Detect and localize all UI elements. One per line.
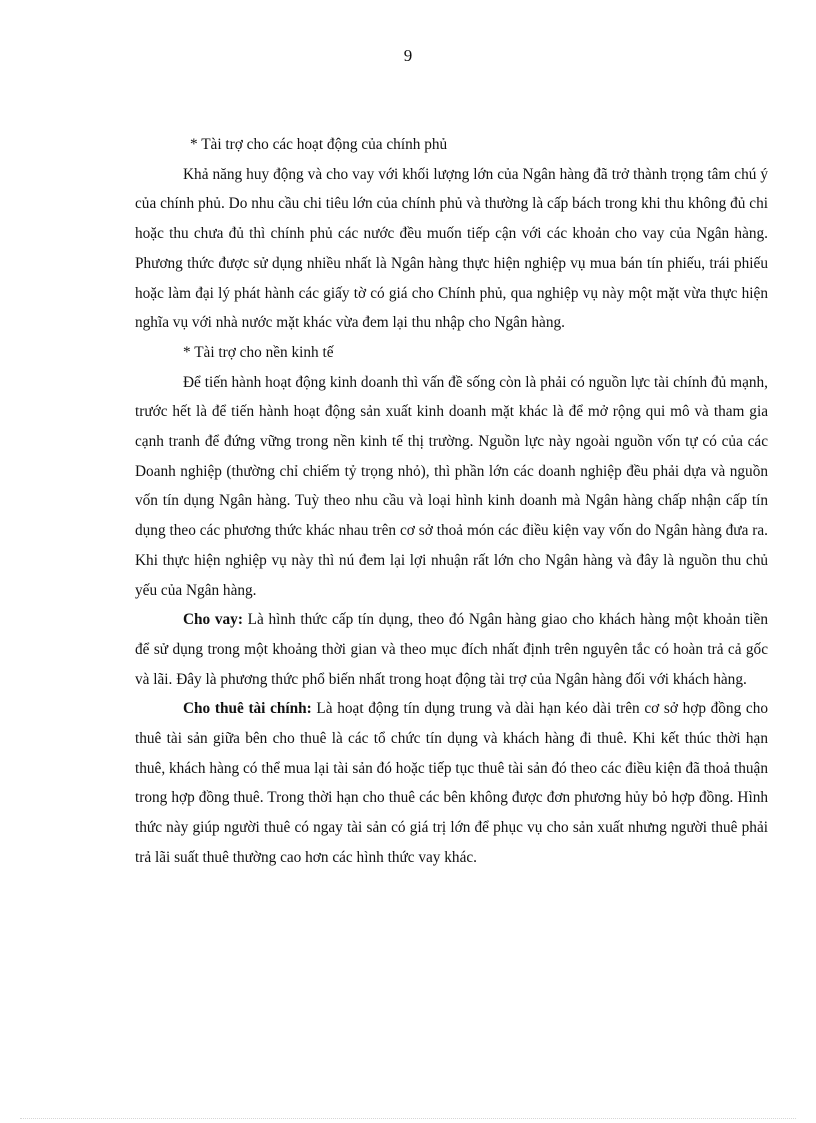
- section-heading-economy-financing: * Tài trợ cho nền kinh tế: [183, 343, 334, 361]
- financial-leasing-definition: Là hoạt động tín dụng trung và dài hạn kéo dài trên cơ sở hợp đồng cho thuê tài sản giữa bên cho thuê là các tổ chức tín dụng và khách hàng đi thuê. Khi kết thúc thời hạn thuê, khách hàng có thể mua lại tài sản đó hoặc tiếp tục thuê tài sản đó theo các điều kiện đã thoả thuận trong hợp đồng thuê. Trong thời hạn cho thuê các bên không được đơn phương hủy bỏ hợp đồng. Hình thức này giúp người thuê có ngay tài sản có giá trị lớn để phục vụ cho sản xuất nhưng người thuê phải trả lãi suất thuê thường cao hơn các hình thức vay khác.: [135, 700, 768, 866]
- term-financial-leasing: Cho thuê tài chính:: [183, 700, 312, 718]
- document-body: [135, 130, 768, 873]
- paragraph-financial-leasing: [135, 694, 768, 872]
- paragraph-loans: [135, 605, 768, 694]
- page-bottom-divider: [20, 1118, 796, 1119]
- term-loans: Cho vay:: [183, 611, 243, 629]
- page-number: 9: [403, 46, 413, 65]
- paragraph-economy-financing: Để tiến hành hoạt động kinh doanh thì vấn đề sống còn là phải có nguồn lực tài chính đủ mạnh, trước hết là để tiến hành hoạt động sản xuất kinh doanh mặt khác là để mở rộng qui mô và tham gia cạnh tranh để đứng vững trong nền kinh tế thị trường. Nguồn lực này ngoài nguồn vốn tự có của các Doanh nghiệp (thường chỉ chiếm tỷ trọng nhỏ), thì phần lớn các doanh nghiệp đều phải dựa và nguồn vốn tín dụng Ngân hàng. Tuỳ theo nhu cầu và loại hình kinh doanh mà Ngân hàng chấp nhận cấp tín dụng theo các phương thức khác nhau trên cơ sở thoả món các điều kiện vay vốn do Ngân hàng đưa ra. Khi thực hiện nghiệp vụ này thì nú đem lại lợi nhuận rất lớn cho Ngân hàng và đây là nguồn thu chủ yếu của Ngân hàng.: [135, 373, 768, 599]
- paragraph-government-financing: Khả năng huy động và cho vay với khối lượng lớn của Ngân hàng đã trở thành trọng tâm chú ý của chính phủ. Do nhu cầu chi tiêu lớn của chính phủ và thường là cấp bách trong khi thu không đủ chi hoặc thu chưa đủ thì chính phủ các nước đều muốn tiếp cận với các khoản cho vay của Ngân hàng. Phương thức được sử dụng nhiều nhất là Ngân hàng thực hiện nghiệp vụ mua bán tín phiếu, trái phiếu hoặc làm đại lý phát hành các giấy tờ có giá cho Chính phủ, qua nghiệp vụ này một mặt vừa thực hiện nghĩa vụ với nhà nước mặt khác vừa đem lại thu nhập cho Ngân hàng.: [135, 165, 768, 332]
- loans-definition: Là hình thức cấp tín dụng, theo đó Ngân hàng giao cho khách hàng một khoản tiền để sử dụng trong một khoảng thời gian và theo mục đích nhất định trên nguyên tắc có hoàn trả cả gốc và lãi. Đây là phương thức phổ biến nhất trong hoạt động tài trợ của Ngân hàng đối với khách hàng.: [135, 611, 768, 688]
- section-heading-government-financing: * Tài trợ cho các hoạt động của chính phủ: [190, 136, 448, 153]
